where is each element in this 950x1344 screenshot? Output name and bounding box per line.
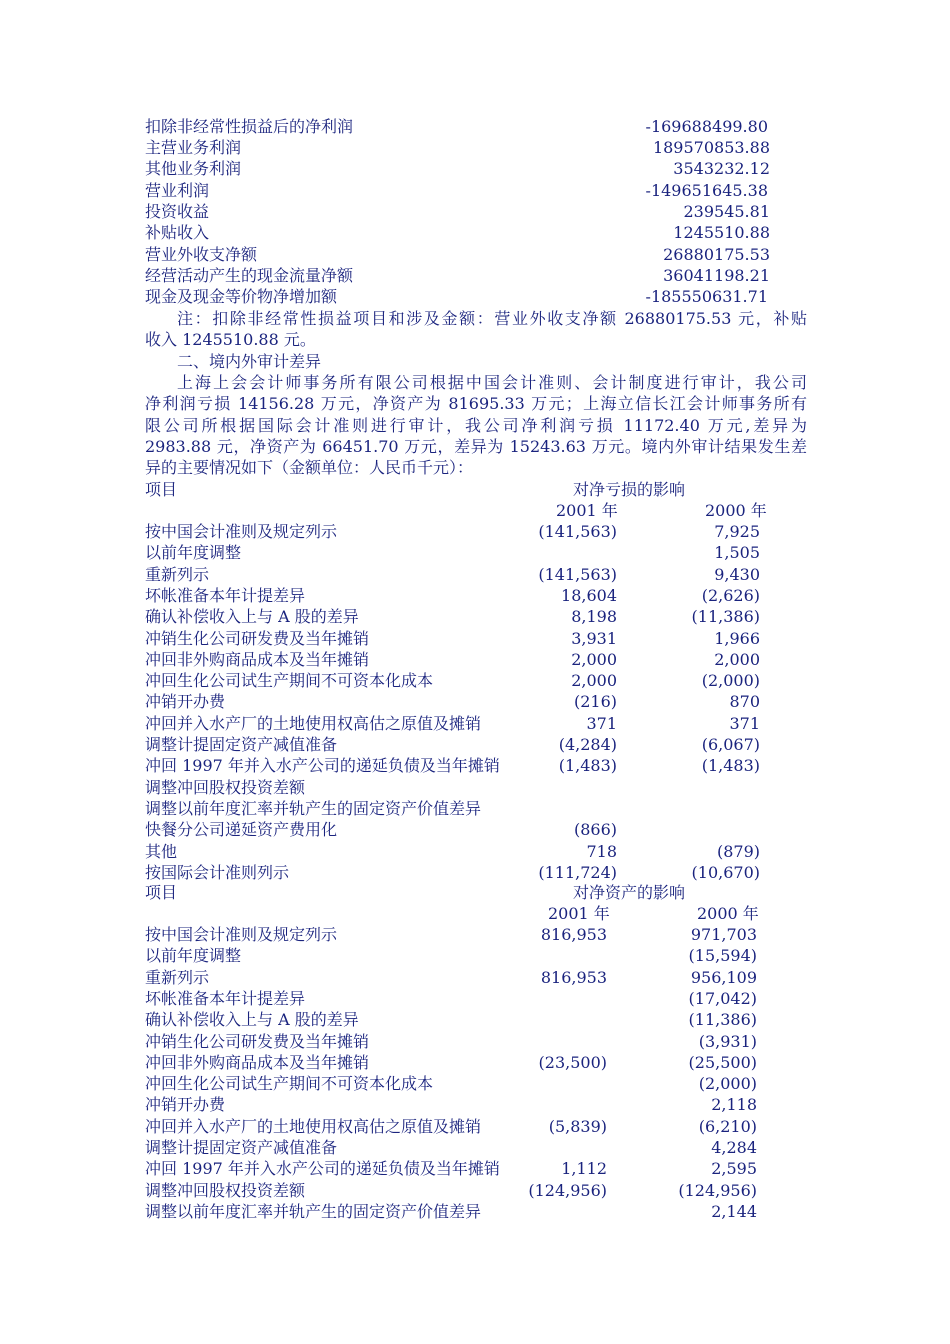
cell-2000: 2,000 <box>714 649 760 669</box>
cell-2001: 2,000 <box>571 671 617 691</box>
cell-2001: 816,953 <box>540 967 607 987</box>
table1-item-header: 项目 <box>145 480 178 499</box>
cell-2000: (3,931) <box>698 1031 757 1051</box>
table2-col-2001: 2001 年 <box>548 904 610 923</box>
row-label: 冲销开办费 <box>145 692 226 712</box>
row-label: 确认补偿收入上与 A 股的差异 <box>145 1010 359 1030</box>
cell-2001: 371 <box>586 713 617 733</box>
cell-2001: 718 <box>586 841 617 861</box>
row-label: 重新列示 <box>145 564 210 584</box>
cell-2001: (141,563) <box>538 564 617 584</box>
cell-2000: 4,284 <box>711 1138 757 1157</box>
row-label: 调整以前年度汇率并轨产生的固定资产价值差异 <box>145 798 482 818</box>
cell-2001: 1,112 <box>561 1159 607 1179</box>
summary-value: 36041198.21 <box>663 266 770 285</box>
summary-label: 营业利润 <box>145 181 210 200</box>
summary-value: 189570853.88 <box>652 138 770 157</box>
row-label: 冲回非外购商品成本及当年摊销 <box>145 1052 370 1072</box>
summary-value: -149651645.38 <box>645 181 768 200</box>
cell-2000: (2,626) <box>701 585 760 605</box>
row-label: 冲回生化公司试生产期间不可资本化成本 <box>145 1074 434 1094</box>
cell-2000: (17,042) <box>688 988 757 1008</box>
table1-col-2001: 2001 年 <box>556 501 618 520</box>
audit-line: 限公司所根据国际会计准则进行审计，我公司净利润亏损 11172.40 万元,差异为 <box>145 415 807 435</box>
row-label: 调整冲回股权投资差额 <box>145 777 306 797</box>
cell-2000: (879) <box>716 841 760 861</box>
row-label: 冲销生化公司研发费及当年摊销 <box>145 628 370 648</box>
row-label: 坏帐准备本年计提差异 <box>145 988 306 1008</box>
row-label: 冲回 1997 年并入水产公司的递延负债及当年摊销 <box>145 1159 500 1179</box>
note-line: 收入 1245510.88 元。 <box>145 330 316 350</box>
table1-group-header: 对净亏损的影响 <box>573 480 686 499</box>
cell-2001: (216) <box>573 692 617 712</box>
row-label: 调整计提固定资产减值准备 <box>145 1138 338 1157</box>
cell-2000: 1,966 <box>714 628 760 648</box>
row-label: 调整以前年度汇率并轨产生的固定资产价值差异 <box>145 1201 482 1221</box>
cell-2001: (141,563) <box>538 522 617 541</box>
cell-2001: 816,953 <box>540 925 607 944</box>
row-label: 按中国会计准则及规定列示 <box>145 925 338 944</box>
cell-2000: 7,925 <box>714 522 760 541</box>
audit-line: 净利润亏损 14156.28 万元，净资产为 81695.33 万元；上海立信长江会计师事务所有 <box>145 394 807 414</box>
row-label: 确认补偿收入上与 A 股的差异 <box>145 607 359 627</box>
cell-2001: (124,956) <box>528 1180 607 1200</box>
audit-line: 2983.88 元，净资产为 66451.70 万元，差异为 15243.63 万元。境内外审计结果发生差 <box>145 436 807 456</box>
row-label: 冲回 1997 年并入水产公司的递延负债及当年摊销 <box>145 756 500 776</box>
cell-2001: (5,839) <box>548 1116 607 1136</box>
summary-value: 3543232.12 <box>673 159 770 178</box>
cell-2001: 2,000 <box>571 649 617 669</box>
row-label: 以前年度调整 <box>145 543 242 563</box>
cell-2000: (6,067) <box>701 735 760 754</box>
cell-2001: (866) <box>573 820 617 840</box>
row-label: 调整计提固定资产减值准备 <box>145 735 338 754</box>
row-label: 调整冲回股权投资差额 <box>145 1180 306 1200</box>
row-label: 坏帐准备本年计提差异 <box>145 585 306 605</box>
summary-label: 投资收益 <box>145 202 210 221</box>
cell-2000: (11,386) <box>691 607 760 627</box>
table2-item-header: 项目 <box>145 883 178 902</box>
row-label: 冲销开办费 <box>145 1095 226 1115</box>
cell-2000: 9,430 <box>714 564 760 584</box>
cell-2000: 2,118 <box>711 1095 757 1115</box>
cell-2000: (11,386) <box>688 1010 757 1030</box>
note-line: 注：扣除非经常性损益项目和涉及金额：营业外收支净额 26880175.53 元，补贴 <box>177 309 807 328</box>
note-paragraph <box>145 308 807 351</box>
cell-2000: (124,956) <box>678 1180 757 1200</box>
row-label: 以前年度调整 <box>145 946 242 966</box>
row-label: 冲销生化公司研发费及当年摊销 <box>145 1031 370 1051</box>
summary-label: 其他业务利润 <box>145 159 242 178</box>
cell-2001: 8,198 <box>571 607 617 627</box>
summary-label: 经营活动产生的现金流量净额 <box>145 266 354 285</box>
row-label: 按国际会计准则列示 <box>145 862 290 882</box>
cell-2000: (10,670) <box>691 862 760 882</box>
row-label: 冲回并入水产厂的土地使用权高估之原值及摊销 <box>145 1116 482 1136</box>
cell-2001: (111,724) <box>538 862 617 882</box>
table2-group-header: 对净资产的影响 <box>573 883 686 902</box>
summary-value: 26880175.53 <box>663 245 770 264</box>
cell-2000: 870 <box>729 692 760 712</box>
cell-2000: (2,000) <box>701 671 760 691</box>
audit-paragraph <box>145 372 807 478</box>
summary-label: 扣除非经常性损益后的净利润 <box>145 117 354 136</box>
cell-2001: (4,284) <box>558 735 617 754</box>
cell-2000: (1,483) <box>701 756 760 776</box>
row-label: 重新列示 <box>145 967 210 987</box>
cell-2001: (1,483) <box>558 756 617 776</box>
cell-2000: (15,594) <box>688 946 757 966</box>
cell-2000: (25,500) <box>688 1052 757 1072</box>
cell-2000: 2,144 <box>711 1201 757 1221</box>
summary-label: 补贴收入 <box>145 223 210 242</box>
table2-col-2000: 2000 年 <box>697 904 759 923</box>
cell-2001: 3,931 <box>571 628 617 648</box>
row-label: 按中国会计准则及规定列示 <box>145 522 338 541</box>
cell-2001: (23,500) <box>538 1052 607 1072</box>
table1-col-2000: 2000 年 <box>705 501 767 520</box>
row-label: 冲回生化公司试生产期间不可资本化成本 <box>145 671 434 691</box>
cell-2001: 18,604 <box>561 585 617 605</box>
cell-2000: (2,000) <box>698 1074 757 1094</box>
row-label: 其他 <box>145 841 178 861</box>
audit-line: 上海上会会计师事务所有限公司根据中国会计准则、会计制度进行审计，我公司 <box>177 373 807 392</box>
summary-value: -185550631.71 <box>645 287 768 306</box>
cell-2000: 1,505 <box>714 543 760 563</box>
cell-2000: 371 <box>729 713 760 733</box>
summary-label: 主营业务利润 <box>145 138 242 157</box>
cell-2000: 971,703 <box>690 925 757 944</box>
row-label: 冲回非外购商品成本及当年摊销 <box>145 649 370 669</box>
summary-value: 1245510.88 <box>673 223 770 242</box>
summary-label: 现金及现金等价物净增加额 <box>145 287 338 306</box>
row-label: 冲回并入水产厂的土地使用权高估之原值及摊销 <box>145 713 482 733</box>
row-label: 快餐分公司递延资产费用化 <box>145 820 338 840</box>
cell-2000: 2,595 <box>711 1159 757 1179</box>
summary-value: -169688499.80 <box>645 117 768 136</box>
audit-line: 异的主要情况如下（金额单位：人民币千元）： <box>145 458 474 478</box>
cell-2000: (6,210) <box>698 1116 757 1136</box>
summary-label: 营业外收支净额 <box>145 245 258 264</box>
section-title: 二、境内外审计差异 <box>177 352 322 371</box>
summary-value: 239545.81 <box>683 202 770 221</box>
cell-2000: 956,109 <box>690 967 757 987</box>
